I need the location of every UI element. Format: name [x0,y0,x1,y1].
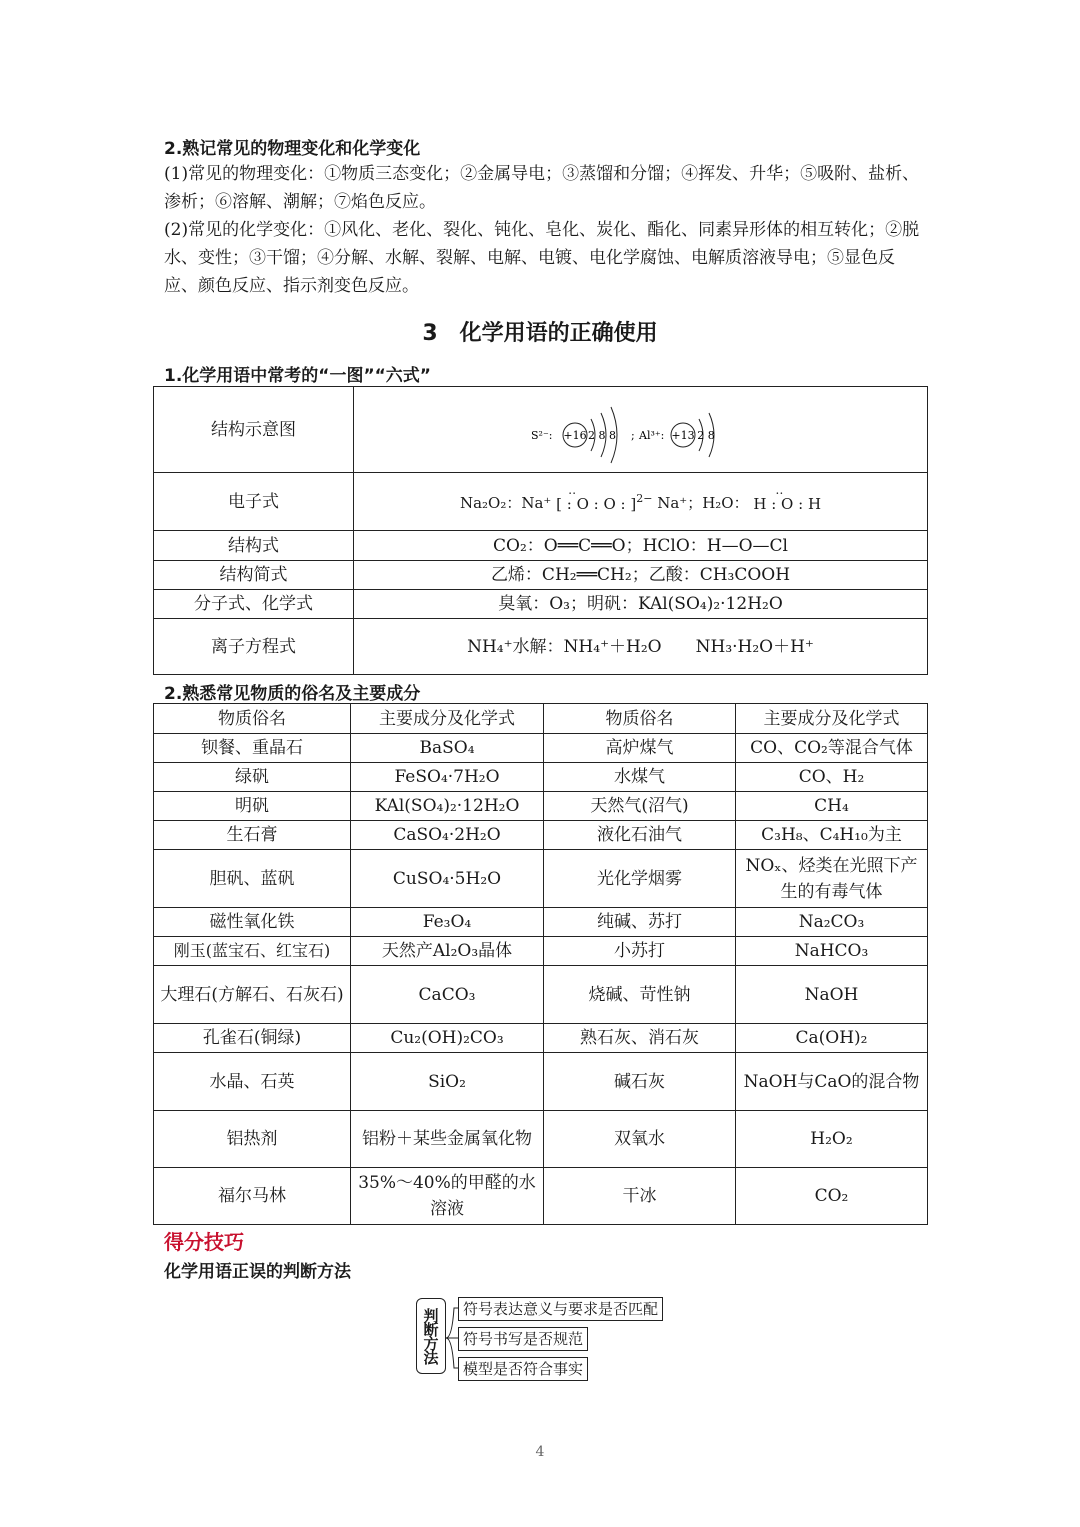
table-cell: 磁性氧化铁 [154,908,351,937]
table-cell: 孔雀石(铜绿) [154,1024,351,1053]
table-cell: Ca(OH)₂ [736,1024,928,1053]
electron-formula-cell [354,473,928,531]
row-label: 分子式、化学式 [154,590,354,619]
al-shells-label: 2 8 [696,428,715,442]
table-cell: 天然产Al₂O₃晶体 [351,937,544,966]
section2-paragraph-1: (1)常见的物理变化：①物质三态变化；②金属导电；③蒸馏和分馏；④挥发、升华；⑤吸附、盐析、渗析；⑥溶解、潮解；⑦焰色反应。 [164,164,920,212]
section3-title: 3 化学用语的正确使用 [422,321,658,346]
table-cell: NaOH与CaO的混合物 [736,1053,928,1111]
branch-box: 模型是否符合事实 [458,1357,588,1381]
table-row [154,792,928,821]
table-cell: 铝粉＋某些金属氧化物 [351,1111,544,1168]
table-cell: 熟石灰、消石灰 [544,1024,736,1053]
header-cell: 主要成分及化学式 [736,704,928,734]
row-content: 乙烯：CH₂══CH₂；乙酸：CH₃COOH [354,561,928,590]
table-cell: CO、CO₂等混合气体 [736,734,928,763]
table-row [154,937,928,966]
table-cell: 胆矾、蓝矾 [154,850,351,908]
row-content: 臭氧：O₃；明矾：KAl(SO₄)₂·12H₂O [354,590,928,619]
table-cell: 碱石灰 [544,1053,736,1111]
table-cell: 液化石油气 [544,821,736,850]
table-cell: 绿矾 [154,763,351,792]
table-cell: 纯碱、苏打 [544,908,736,937]
tips-subheading: 化学用语正误的判断方法 [164,1262,351,1282]
page-number: 4 [535,1444,545,1460]
table-cell: 生石膏 [154,821,351,850]
table-cell: 刚玉(蓝宝石、红宝石) [154,937,351,966]
section2-paragraph-2: (2)常见的化学变化：①风化、老化、裂化、钝化、皂化、炭化、酯化、同素异形体的相互转化；②脱水、变性；③干馏；④分解、水解、裂解、电解、电镀、电化学腐蚀、电解质溶液导电；⑤显色反应、颜色反应、指示剂变色反应。 [164,220,920,296]
table-cell: H₂O₂ [736,1111,928,1168]
table-row [154,763,928,792]
header-cell: 物质俗名 [154,704,351,734]
row-label: 结构式 [154,531,354,561]
table-row [154,1111,928,1168]
row-label: 电子式 [154,473,354,531]
section3-subheading-2: 2.熟悉常见物质的俗名及主要成分 [164,684,421,704]
table-cell: C₃H₈、C₄H₁₀为主 [736,821,928,850]
table-cell: NaHCO₃ [736,937,928,966]
table-row [154,908,928,937]
table-cell: 福尔马林 [154,1168,351,1225]
s-ion-label: S²⁻: [530,428,552,442]
al-ion-label: Al³⁺: [638,428,664,442]
table-cell: 小苏打 [544,937,736,966]
table-cell: CO、H₂ [736,763,928,792]
row-label: 结构示意图 [154,387,354,473]
header-cell: 物质俗名 [544,704,736,734]
table-cell: 天然气(沼气) [544,792,736,821]
header-cell: 主要成分及化学式 [351,704,544,734]
table-cell: 铝热剂 [154,1111,351,1168]
table-cell: Na₂CO₃ [736,908,928,937]
table-cell: 水晶、石英 [154,1053,351,1111]
table-row [154,1024,928,1053]
table-cell: CH₄ [736,792,928,821]
table-cell: NaOH [736,966,928,1024]
na-h2o-label: Na⁺；H₂O： [657,494,749,512]
branch-box: 符号表达意义与要求是否匹配 [458,1297,663,1321]
table-row [154,966,928,1024]
table-cell: CaSO₄·2H₂O [351,821,544,850]
tips-heading: 得分技巧 [164,1230,244,1254]
table-cell: FeSO₄·7H₂O [351,763,544,792]
table-cell: 烧碱、苛性钠 [544,966,736,1024]
table-row [154,821,928,850]
al-nucleus-label: +13 [670,428,695,442]
peroxide-ion: [ : O : O : ] [556,495,637,513]
water-electron-formula: H : O : H [753,495,822,513]
row-label: 结构简式 [154,561,354,590]
table-cell: 35%～40%的甲醛的水溶液 [351,1168,544,1225]
table-cell: 大理石(方解石、石灰石) [154,966,351,1024]
table-cell: 干冰 [544,1168,736,1225]
table-cell: 高炉煤气 [544,734,736,763]
chemical-notation-table [153,386,928,675]
table-cell: 钡餐、重晶石 [154,734,351,763]
branch-box: 符号书写是否规范 [458,1327,588,1351]
peroxide-charge: 2− [636,492,653,505]
table-cell: Cu₂(OH)₂CO₃ [351,1024,544,1053]
na2o2-label: Na₂O₂：Na⁺ [459,494,552,512]
table-cell: 明矾 [154,792,351,821]
table-row [154,387,928,473]
table-cell: CaCO₃ [351,966,544,1024]
row-content: NH₄⁺水解：NH₄⁺＋H₂O NH₃·H₂O＋H⁺ [354,619,928,675]
common-names-table [153,703,928,1225]
table-header-row [154,704,928,734]
table-row [154,561,928,590]
table-cell: BaSO₄ [351,734,544,763]
table-cell: SiO₂ [351,1053,544,1111]
electron-dots: ‥ [568,483,585,497]
s-nucleus-label: +16 [562,428,587,442]
table-cell: CuSO₄·5H₂O [351,850,544,908]
table-row [154,850,928,908]
table-row [154,619,928,675]
table-row [154,734,928,763]
table-row [154,531,928,561]
row-content: CO₂：O══C══O；HClO：H—O—Cl [354,531,928,561]
table-cell: 双氧水 [544,1111,736,1168]
atomic-structure-diagram [531,395,751,465]
section2-heading: 2.熟记常见的物理变化和化学变化 [164,139,421,159]
table-row [154,1168,928,1225]
section3-subheading-1: 1.化学用语中常考的“一图”“六式” [164,366,431,386]
table-row [154,590,928,619]
judgment-method-root: 判断方法 [416,1298,446,1374]
table-cell: 水煤气 [544,763,736,792]
table-cell: CO₂ [736,1168,928,1225]
s-shells-label: 2 8 8 [587,428,616,442]
structure-diagram-cell [354,387,928,473]
electron-dots: ‥ [775,483,784,497]
table-cell: NOₓ、烃类在光照下产生的有毒气体 [736,850,928,908]
row-label: 离子方程式 [154,619,354,675]
table-cell: Fe₃O₄ [351,908,544,937]
table-cell: 光化学烟雾 [544,850,736,908]
table-cell: KAl(SO₄)₂·12H₂O [351,792,544,821]
table-row [154,473,928,531]
separator: ; [630,428,635,442]
table-row [154,1053,928,1111]
